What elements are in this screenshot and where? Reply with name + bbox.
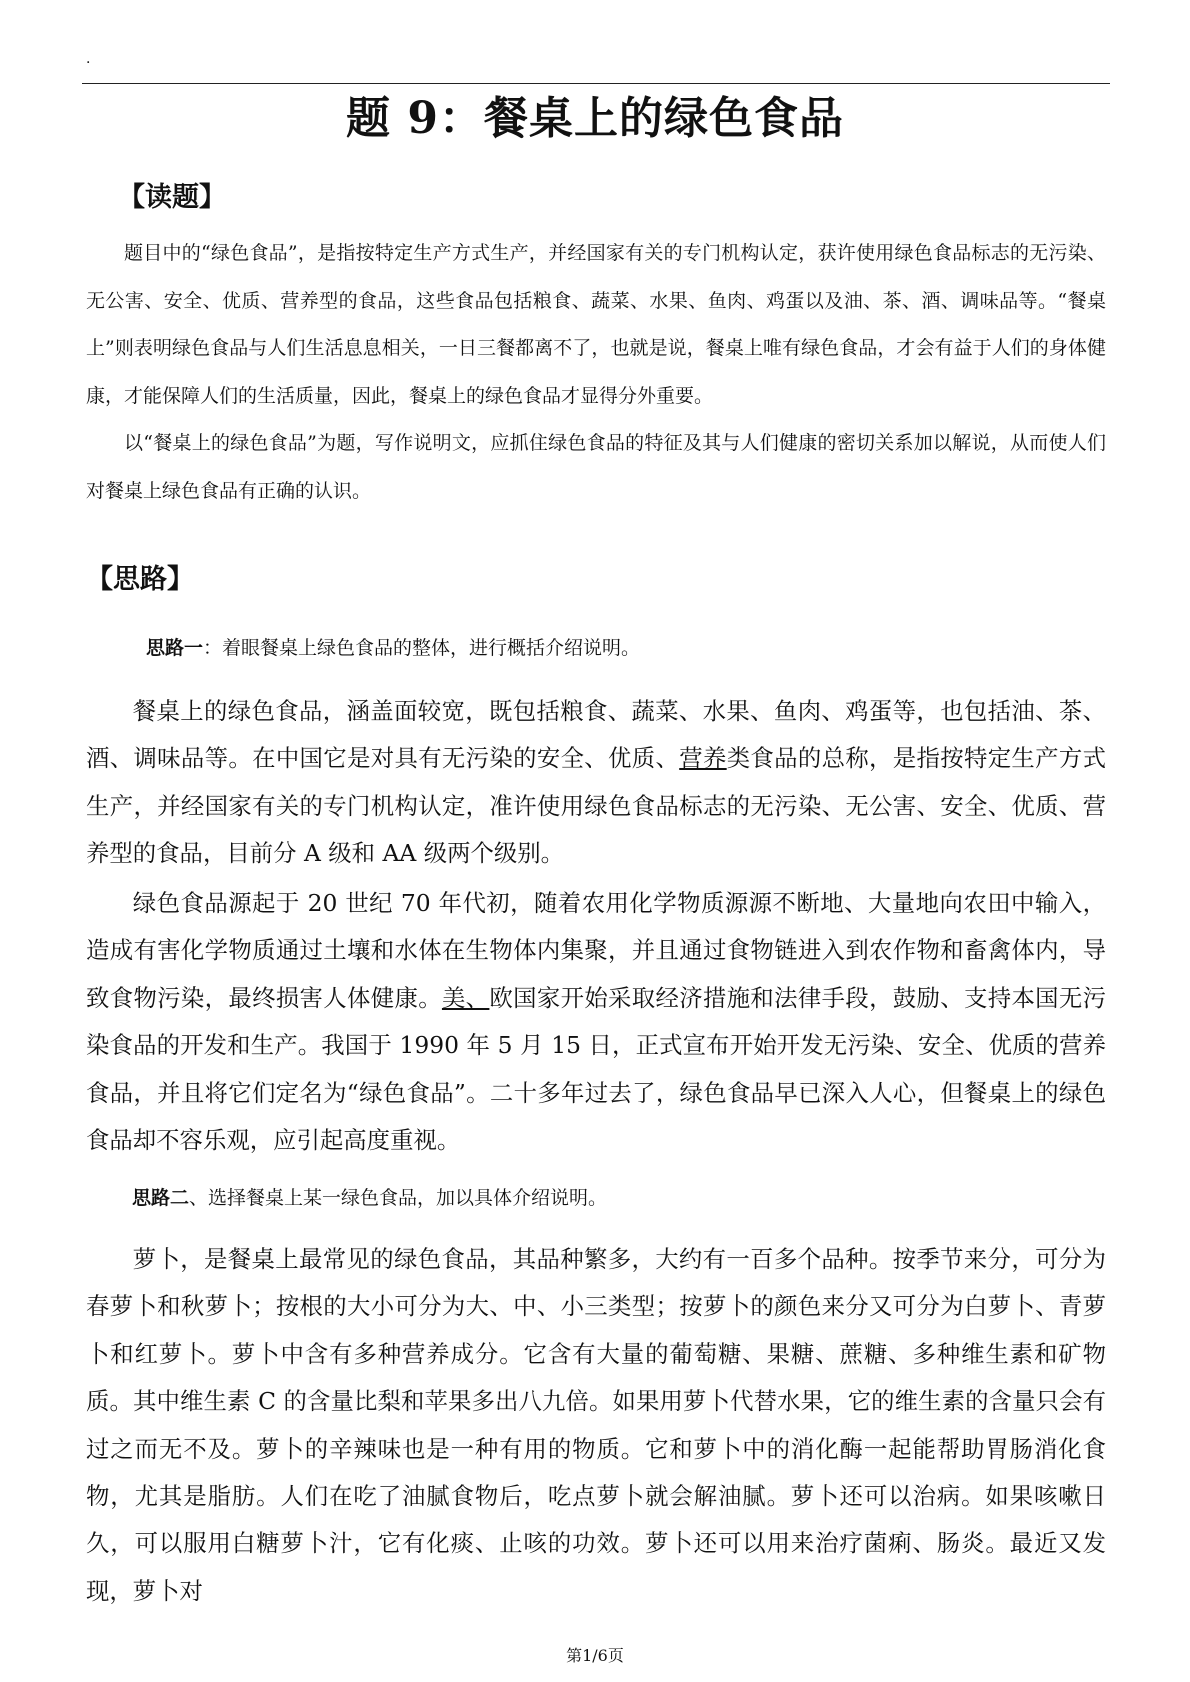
idea-two-label: 思路二: [132, 1187, 190, 1209]
underlined-text: 营养: [679, 744, 727, 773]
idea-two-line: [132, 1186, 607, 1210]
p-seg: 绿色食品源起于 20 世纪 70 年代初，随着农用化学物质源源不断地、大量地向农田中输入，造成有害化学物质通过土壤和水体在生物体内集聚，并且通过食物链进入到农作物和畜禽体内，导致食物污染，最终损害人体健康。: [86, 889, 1106, 1012]
idea-one-text: ：着眼餐桌上绿色食品的整体，进行概括介绍说明。: [203, 637, 641, 659]
page-number: 第1/6页: [566, 1646, 624, 1665]
p-seg: 类食品的总称，是指按特定生产方式生产，并经国家有关的专门机构认定，准许使用绿色食品标志的无污染、无公害、安全、优质、营养型的食品，目前分 A 级和 AA 级两个级别。: [86, 744, 1107, 868]
read-paragraph-2: 以“餐桌上的绿色食品”为题，写作说明文，应抓住绿色食品的特征及其与人们健康的密切关系加以解说，从而使人们对餐桌上绿色食品有正确的认识。: [86, 432, 1106, 502]
underlined-text: 美、: [441, 983, 490, 1012]
idea-two-paragraph-1: 萝卜，是餐桌上最常见的绿色食品，其品种繁多，大约有一百多个品种。按季节来分，可分为春萝卜和秋萝卜；按根的大小可分为大、中、小三类型；按萝卜的颜色来分又可分为白萝卜、青萝卜和红萝卜。萝卜中含有多种营养成分。它含有大量的葡萄糖、果糖、蔗糖、多种维生素和矿物质。其中维生素 C 的含量比梨和苹果多出八九倍。如果用萝卜代替水果，它的维生素的含量只会有过之而无不及。萝卜的辛辣味也是一种有用的物质。它和萝卜中的消化酶一起能帮助胃肠消化食物，尤其是脂肪。人们在吃了油腻食物后，吃点萝卜就会解油腻。萝卜还可以治病。如果咳嗽日久，可以服用白糖萝卜汁，它有化痰、止咳的功效。萝卜还可以用来治疗菌痢、肠炎。最近又发现，萝卜对: [86, 1245, 1106, 1605]
idea-two-text: 、选择餐桌上某一绿色食品，加以具体介绍说明。: [189, 1187, 608, 1209]
section-heading-read: 【读题】: [118, 182, 226, 213]
page-title: 题 9：餐桌上的绿色食品: [346, 93, 844, 144]
idea-one-paragraph-1: [86, 688, 1106, 878]
section-heading-idea: 【思路】: [86, 564, 194, 595]
idea-one-line: [146, 636, 640, 660]
idea-one-label: 思路一: [146, 637, 204, 659]
header-rule: [82, 83, 1110, 84]
p-seg: 餐桌上的绿色食品，涵盖面较宽，既包括粮食、蔬菜、水果、鱼肉、鸡蛋等，也包括油、茶、酒、调味品等。在中国它是对具有无污染的安全、优质、: [86, 697, 1106, 773]
idea-one-paragraph-2: [86, 880, 1106, 1164]
read-paragraph-1: 题目中的“绿色食品”，是指按特定生产方式生产，并经国家有关的专门机构认定，获许使用绿色食品标志的无污染、无公害、安全、优质、营养型的食品，这些食品包括粮食、蔬菜、水果、鱼肉、鸡蛋以及油、茶、酒、调味品等。“餐桌上”则表明绿色食品与人们生活息息相关，一日三餐都离不了，也就是说，餐桌上唯有绿色食品，才会有益于人们的身体健康，才能保障人们的生活质量，因此，餐桌上的绿色食品才显得分外重要。: [86, 242, 1106, 407]
p-seg: 欧国家开始采取经济措施和法律手段，鼓励、支持本国无污染食品的开发和生产。我国于 1990 年 5 月 15 日，正式宣布开始开发无污染、安全、优质的营养食品，并且将它们定名为“绿色食品”。二十多年过去了，绿色食品早已深入人心，但餐桌上的绿色食品却不容乐观，应引起高度重视。: [86, 983, 1107, 1155]
header-dot: ·: [86, 55, 91, 71]
